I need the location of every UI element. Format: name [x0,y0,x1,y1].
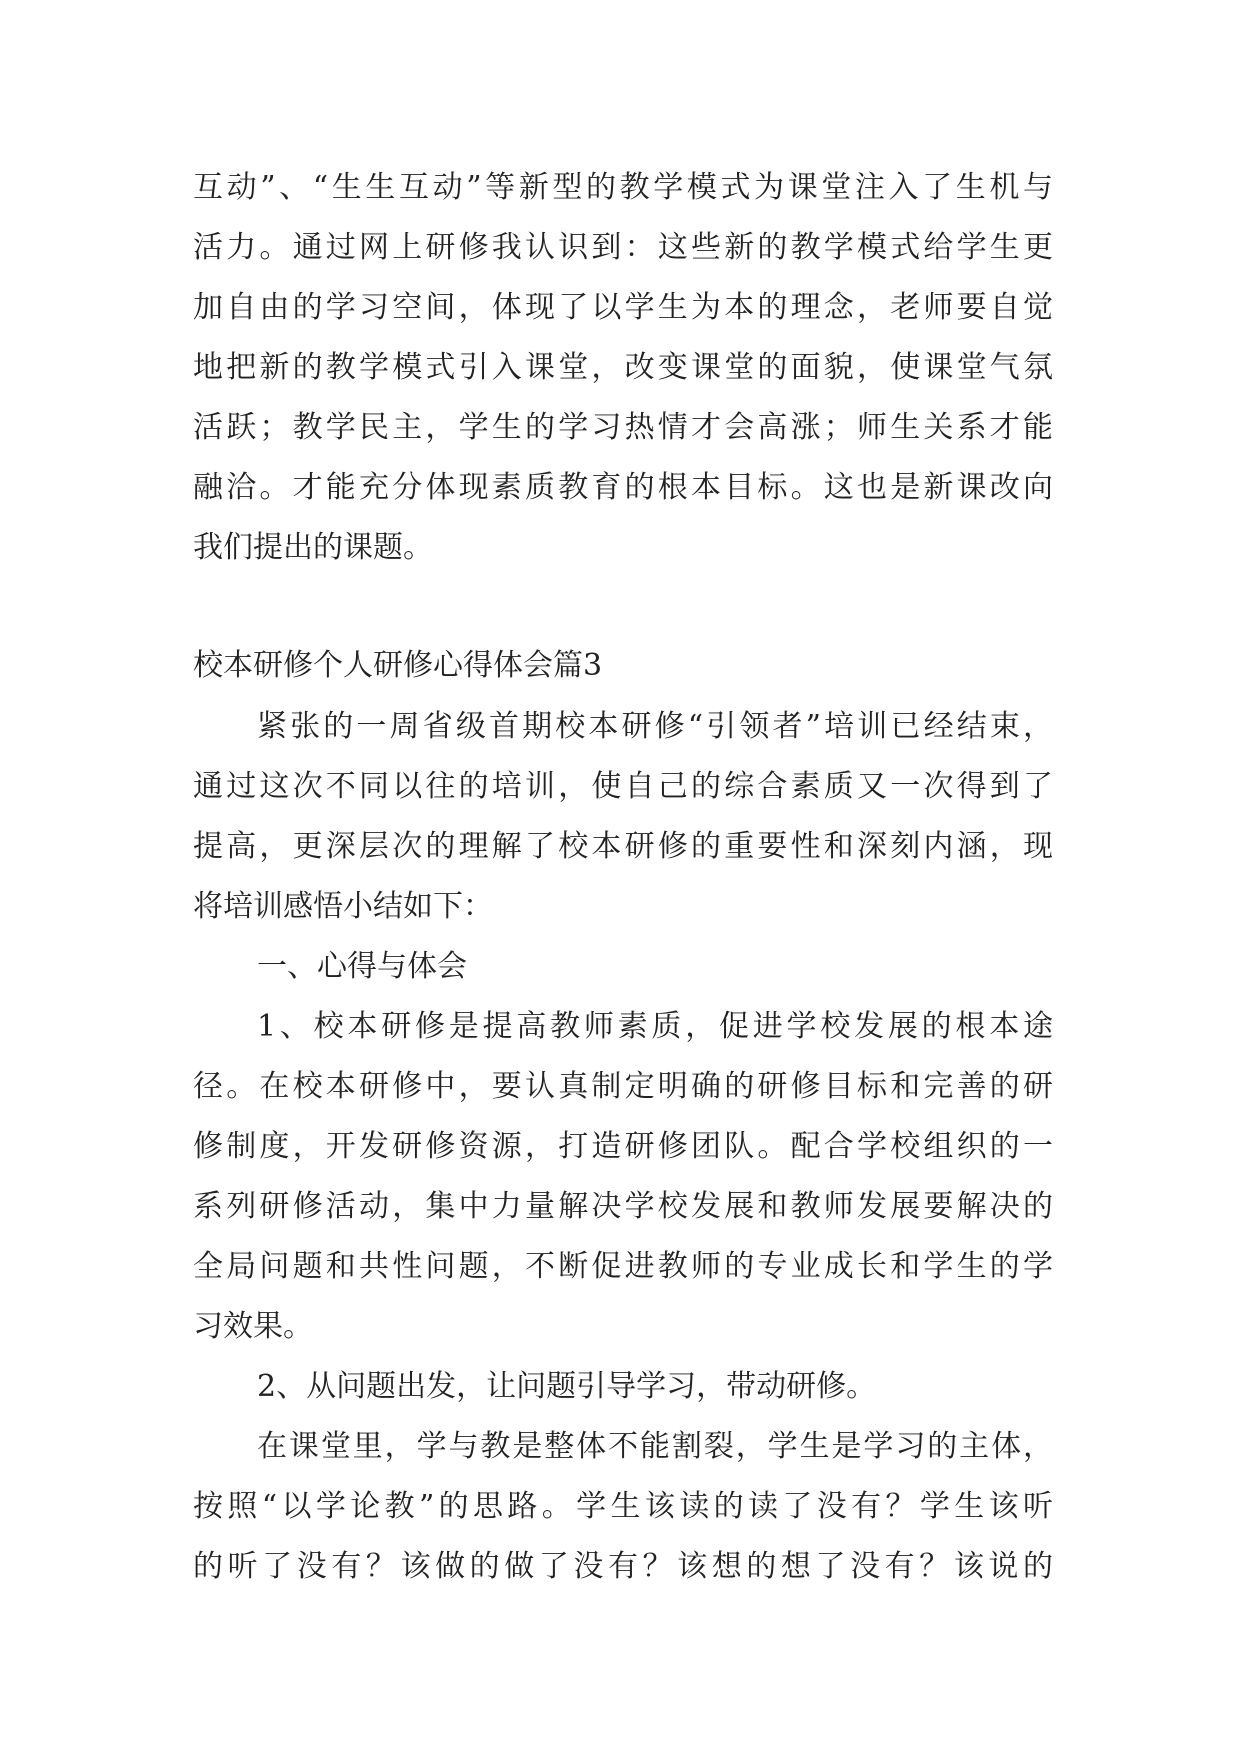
subheading: 一、心得与体会 [257,949,467,984]
section-heading: 校本研修个人研修心得体会篇3 [193,648,603,683]
paragraph-line: 活跃；教学民主，学生的学习热情才会高涨；师生关系才能 [193,410,1053,445]
paragraph-line: 提高，更深层次的理解了校本研修的重要性和深刻内涵，现 [193,829,1053,864]
paragraph-line: 径。在校本研修中，要认真制定明确的研修目标和完善的研 [193,1069,1053,1104]
paragraph-line: 修制度，开发研修资源，打造研修团队。配合学校组织的一 [193,1129,1053,1164]
paragraph-line: 习效果。 [193,1309,313,1344]
paragraph-line: 在课堂里，学与教是整体不能割裂，学生是学习的主体， [257,1429,1053,1464]
paragraph-line: 1、校本研修是提高教师素质，促进学校发展的根本途 [257,1009,1053,1044]
paragraph-line: 地把新的教学模式引入课堂，改变课堂的面貌，使课堂气氛 [193,350,1053,385]
paragraph-line: 互动”、“生生互动”等新型的教学模式为课堂注入了生机与 [193,170,1053,205]
paragraph-line: 我们提出的课题。 [193,530,433,565]
paragraph-line: 通过这次不同以往的培训，使自己的综合素质又一次得到了 [193,769,1053,804]
paragraph-line: 系列研修活动，集中力量解决学校发展和教师发展要解决的 [193,1189,1053,1224]
paragraph-line: 全局问题和共性问题，不断促进教师的专业成长和学生的学 [193,1249,1053,1284]
paragraph-line: 将培训感悟小结如下： [193,889,493,924]
paragraph-line: 按照“以学论教”的思路。学生该读的读了没有？学生该听 [193,1489,1053,1524]
paragraph-line: 加自由的学习空间，体现了以学生为本的理念，老师要自觉 [193,290,1053,325]
paragraph-line: 的听了没有？该做的做了没有？该想的想了没有？该说的 [193,1549,1053,1584]
paragraph-line: 融洽。才能充分体现素质教育的根本目标。这也是新课改向 [193,470,1053,505]
paragraph-line: 紧张的一周省级首期校本研修“引领者”培训已经结束， [257,709,1053,744]
paragraph-line: 活力。通过网上研修我认识到：这些新的教学模式给学生更 [193,230,1053,265]
subheading: 2、从问题出发，让问题引导学习，带动研修。 [257,1369,877,1404]
